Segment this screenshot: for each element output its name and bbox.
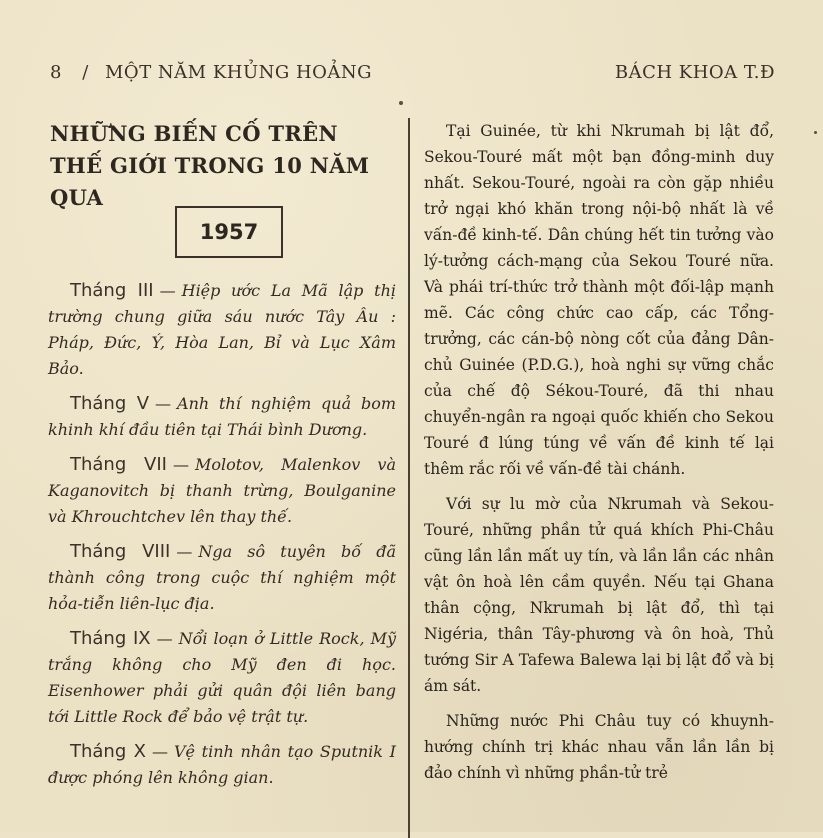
event-month: Tháng X	[70, 741, 146, 762]
event-item: Tháng VII — Molotov, Malenkov và Kaganovitch bị thanh trừng, Boulganine và Khrouchtchev lên thay thế.	[48, 454, 396, 526]
ink-speck	[399, 101, 403, 105]
column-divider	[408, 118, 410, 838]
event-month: Tháng III	[70, 280, 154, 301]
event-text: Molotov, Malenkov và Kaganovitch bị thanh trừng, Boulganine và Khrouchtchev lên thay thế.	[48, 455, 396, 526]
ink-speck	[814, 131, 817, 134]
year-box	[175, 206, 283, 258]
publication-name: BÁCH KHOA T.Đ	[614, 62, 775, 83]
event-month: Tháng VIII	[70, 541, 171, 562]
right-column	[424, 118, 774, 795]
event-text: Nga sô tuyên bố đã thành công trong cuộc thí nghiệm một hỏa-tiễn liên-lục địa.	[48, 542, 397, 613]
event-month: Tháng VII	[70, 454, 167, 475]
event-text: Nổi loạn ở Little Rock, Mỹ trắng không cho Mỹ đen đi học. Eisenhower phải gửi quân đội liên bang tới Little Rock để bảo vệ trật tự.	[48, 629, 396, 726]
event-text: Vệ tinh nhân tạo Sputnik I được phóng lên không gian.	[48, 742, 396, 787]
body-paragraph: Những nước Phi Châu tuy có khuynh-hướng chính trị khác nhau vẫn lần lần bị đảo chính vì những phần-tử trẻ	[424, 712, 774, 782]
event-month: Tháng IX	[70, 628, 151, 649]
header-separator: /	[82, 62, 89, 83]
year-label: 1957	[199, 220, 259, 244]
section-name: MỘT NĂM KHỦNG HOẢNG	[105, 62, 373, 83]
event-item: Tháng VIII — Nga sô tuyên bố đã thành công trong cuộc thí nghiệm một hỏa-tiễn liên-lục địa.	[48, 541, 397, 613]
event-list	[48, 278, 396, 800]
event-item: Tháng IX — Nổi loạn ở Little Rock, Mỹ trắng không cho Mỹ đen đi học. Eisenhower phải gửi quân đội liên bang tới Little Rock để bảo vệ trật tự.	[48, 628, 396, 726]
event-text: Anh thí nghiệm quả bom khinh khí đầu tiên tại Thái bình Dương.	[48, 394, 396, 439]
event-item: Tháng X — Vệ tinh nhân tạo Sputnik I được phóng lên không gian.	[48, 741, 396, 787]
section-title: NHỮNG BIẾN CỐ TRÊN THẾ GIỚI TRONG 10 NĂM QUA	[50, 121, 370, 210]
body-paragraph: Tại Guinée, từ khi Nkrumah bị lật đổ, Sekou-Touré mất một bạn đồng-minh duy nhất. Sekou-Touré, ngoài ra còn gặp nhiều trở ngại khó khăn trong nội-bộ nhất là về vấn-đề kinh-tế. Dân chúng hết tin tưởng vào lý-tưởng cách-mạng của Sekou Touré nữa. Và phái trí-thức trở thành một đối-lập mạnh mẽ. Các công chức cao cấp, các Tổng-trưởng, các cán-bộ nòng cốt của đảng Dân-chủ Guinée (P.D.G.), hoà nghi sự vững chắc của chế độ Sékou-Touré, đã thi nhau chuyển-ngân ra ngoại quốc khiến cho Sekou Touré đ lúng túng về vấn đề kinh tế lại thêm rắc rối về vấn-đề tài chánh.	[424, 122, 774, 478]
event-item: Tháng III — Hiệp ước La Mã lập thị trường chung giữa sáu nước Tây Âu : Pháp, Đức, Ý, Hòa Lan, Bỉ và Lục Xâm Bảo.	[48, 280, 396, 378]
event-text: Hiệp ước La Mã lập thị trường chung giữa sáu nước Tây Âu : Pháp, Đức, Ý, Hòa Lan, Bỉ và Lục Xâm Bảo.	[48, 281, 396, 378]
body-paragraph: Với sự lu mờ của Nkrumah và Sekou-Touré, những phần tử quá khích Phi-Châu cũng lần lần mất uy tín, và lần lần các nhân vật ôn hoà lên cầm quyền. Nếu tại Ghana thân cộng, Nkrumah bị lật đổ, thì tại Nigéria, thân Tây-phương và ôn hoà, Thủ tướng Sir A Tafewa Balewa lại bị lật đổ và bị ám sát.	[424, 495, 774, 695]
event-item: Tháng V — Anh thí nghiệm quả bom khinh khí đầu tiên tại Thái bình Dương.	[48, 393, 396, 439]
left-column	[48, 118, 397, 787]
event-month: Tháng V	[70, 393, 150, 414]
running-header	[50, 62, 775, 88]
page-number: 8	[50, 62, 62, 83]
header-left	[50, 62, 372, 83]
